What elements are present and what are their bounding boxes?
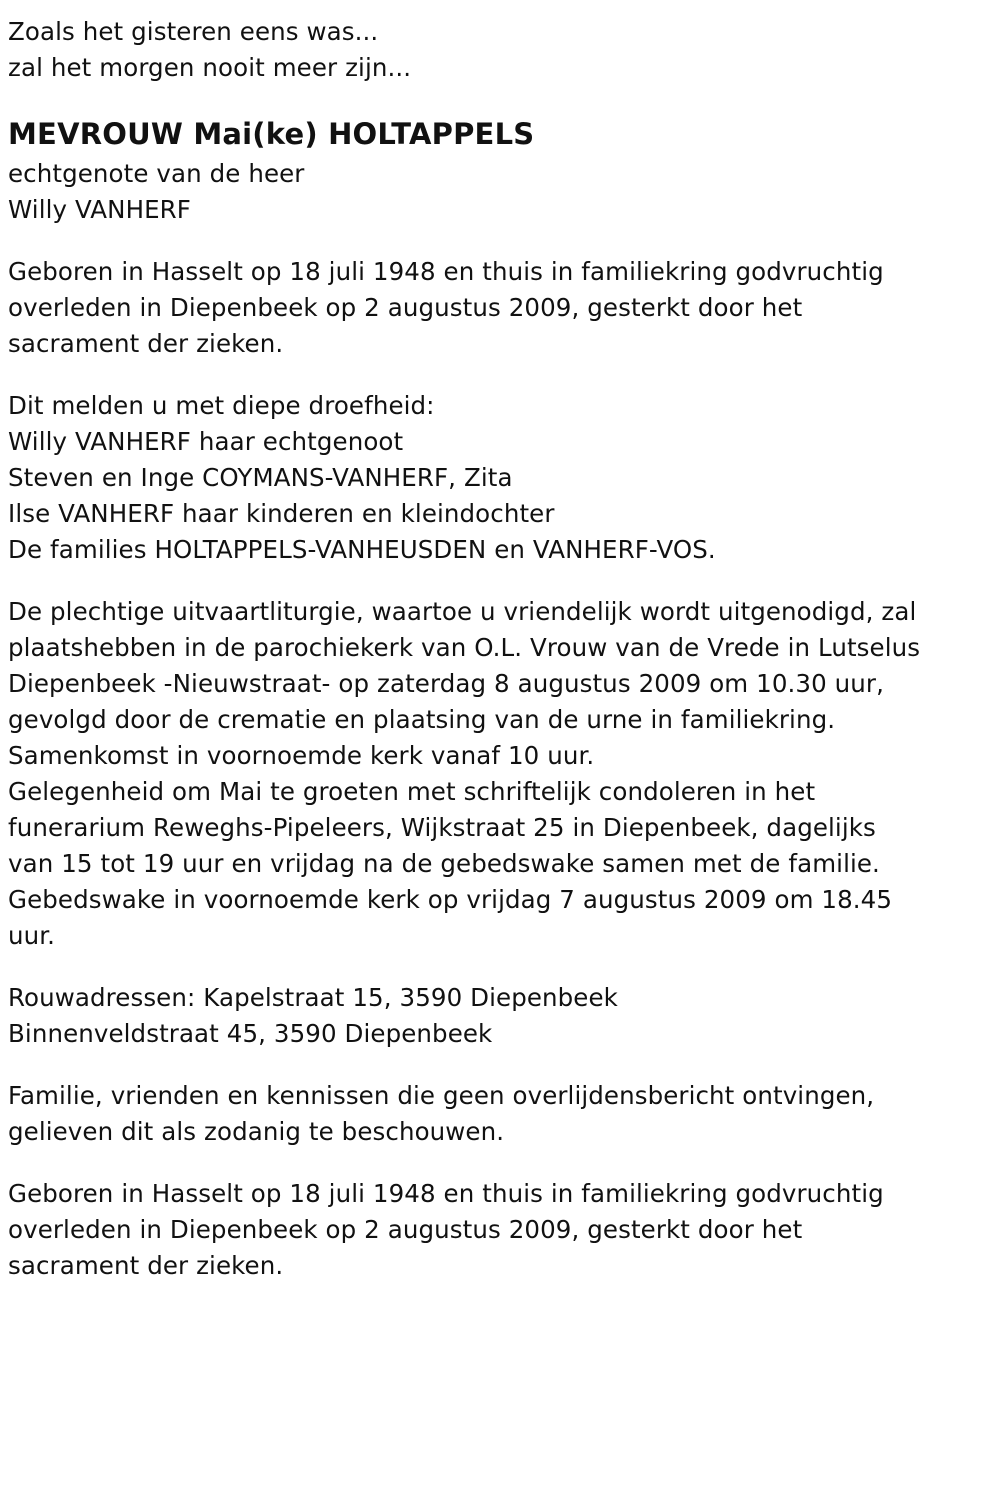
mourning-address-line-1: Rouwadressen: Kapelstraat 15, 3590 Diepenbeek	[8, 983, 618, 1012]
epigraph-line-2: zal het morgen nooit meer zijn...	[8, 53, 412, 82]
birth-death-line-1: Geboren in Hasselt op 18 juli 1948 en thuis in familiekring godvruchtig	[8, 257, 884, 286]
birth-death-repeat-line-3: sacrament der zieken.	[8, 1251, 284, 1280]
service-line-8: van 15 tot 19 uur en vrijdag na de gebedswake samen met de familie.	[8, 849, 880, 878]
service-line-5: Samenkomst in voornoemde kerk vanaf 10 uur.	[8, 741, 595, 770]
service-line-9: Gebedswake in voornoemde kerk op vrijdag 7 augustus 2009 om 18.45	[8, 885, 893, 914]
notice-line-1: Familie, vrienden en kennissen die geen overlijdensbericht ontvingen,	[8, 1081, 875, 1110]
mourning-addresses-block	[8, 980, 976, 1052]
announcement-line-3: Steven en Inge COYMANS-VANHERF, Zita	[8, 463, 513, 492]
birth-death-line-3: sacrament der zieken.	[8, 329, 284, 358]
service-line-6: Gelegenheid om Mai te groeten met schriftelijk condoleren in het	[8, 777, 816, 806]
deceased-block	[8, 112, 976, 228]
general-notice-block	[8, 1078, 976, 1150]
announcement-line-2: Willy VANHERF haar echtgenoot	[8, 427, 404, 456]
deceased-name-heading: MEVROUW Mai(ke) HOLTAPPELS	[8, 117, 535, 151]
service-line-4: gevolgd door de crematie en plaatsing van de urne in familiekring.	[8, 705, 836, 734]
spouse-name-line: Willy VANHERF	[8, 195, 191, 224]
announcement-line-1: Dit melden u met diepe droefheid:	[8, 391, 435, 420]
service-line-7: funerarium Reweghs-Pipeleers, Wijkstraat 25 in Diepenbeek, dagelijks	[8, 813, 876, 842]
service-line-10: uur.	[8, 921, 56, 950]
announcement-block	[8, 388, 976, 568]
birth-death-repeat-line-1: Geboren in Hasselt op 18 juli 1948 en thuis in familiekring godvruchtig	[8, 1179, 884, 1208]
announcement-line-4: Ilse VANHERF haar kinderen en kleindochter	[8, 499, 555, 528]
spouse-intro-line: echtgenote van de heer	[8, 159, 305, 188]
birth-death-line-2: overleden in Diepenbeek op 2 augustus 2009, gesterkt door het	[8, 293, 803, 322]
birth-death-repeat-block	[8, 1176, 976, 1284]
announcement-line-5: De families HOLTAPPELS-VANHEUSDEN en VANHERF-VOS.	[8, 535, 716, 564]
epigraph-line-1: Zoals het gisteren eens was...	[8, 17, 379, 46]
mourning-address-line-2: Binnenveldstraat 45, 3590 Diepenbeek	[8, 1019, 493, 1048]
birth-death-block	[8, 254, 976, 362]
service-line-2: plaatshebben in de parochiekerk van O.L. Vrouw van de Vrede in Lutselus	[8, 633, 921, 662]
service-line-1: De plechtige uitvaartliturgie, waartoe u vriendelijk wordt uitgenodigd, zal	[8, 597, 917, 626]
birth-death-repeat-line-2: overleden in Diepenbeek op 2 augustus 2009, gesterkt door het	[8, 1215, 803, 1244]
epigraph-block	[8, 14, 976, 86]
service-line-3: Diepenbeek -Nieuwstraat- op zaterdag 8 augustus 2009 om 10.30 uur,	[8, 669, 884, 698]
notice-line-2: gelieven dit als zodanig te beschouwen.	[8, 1117, 505, 1146]
service-details-block	[8, 594, 976, 954]
